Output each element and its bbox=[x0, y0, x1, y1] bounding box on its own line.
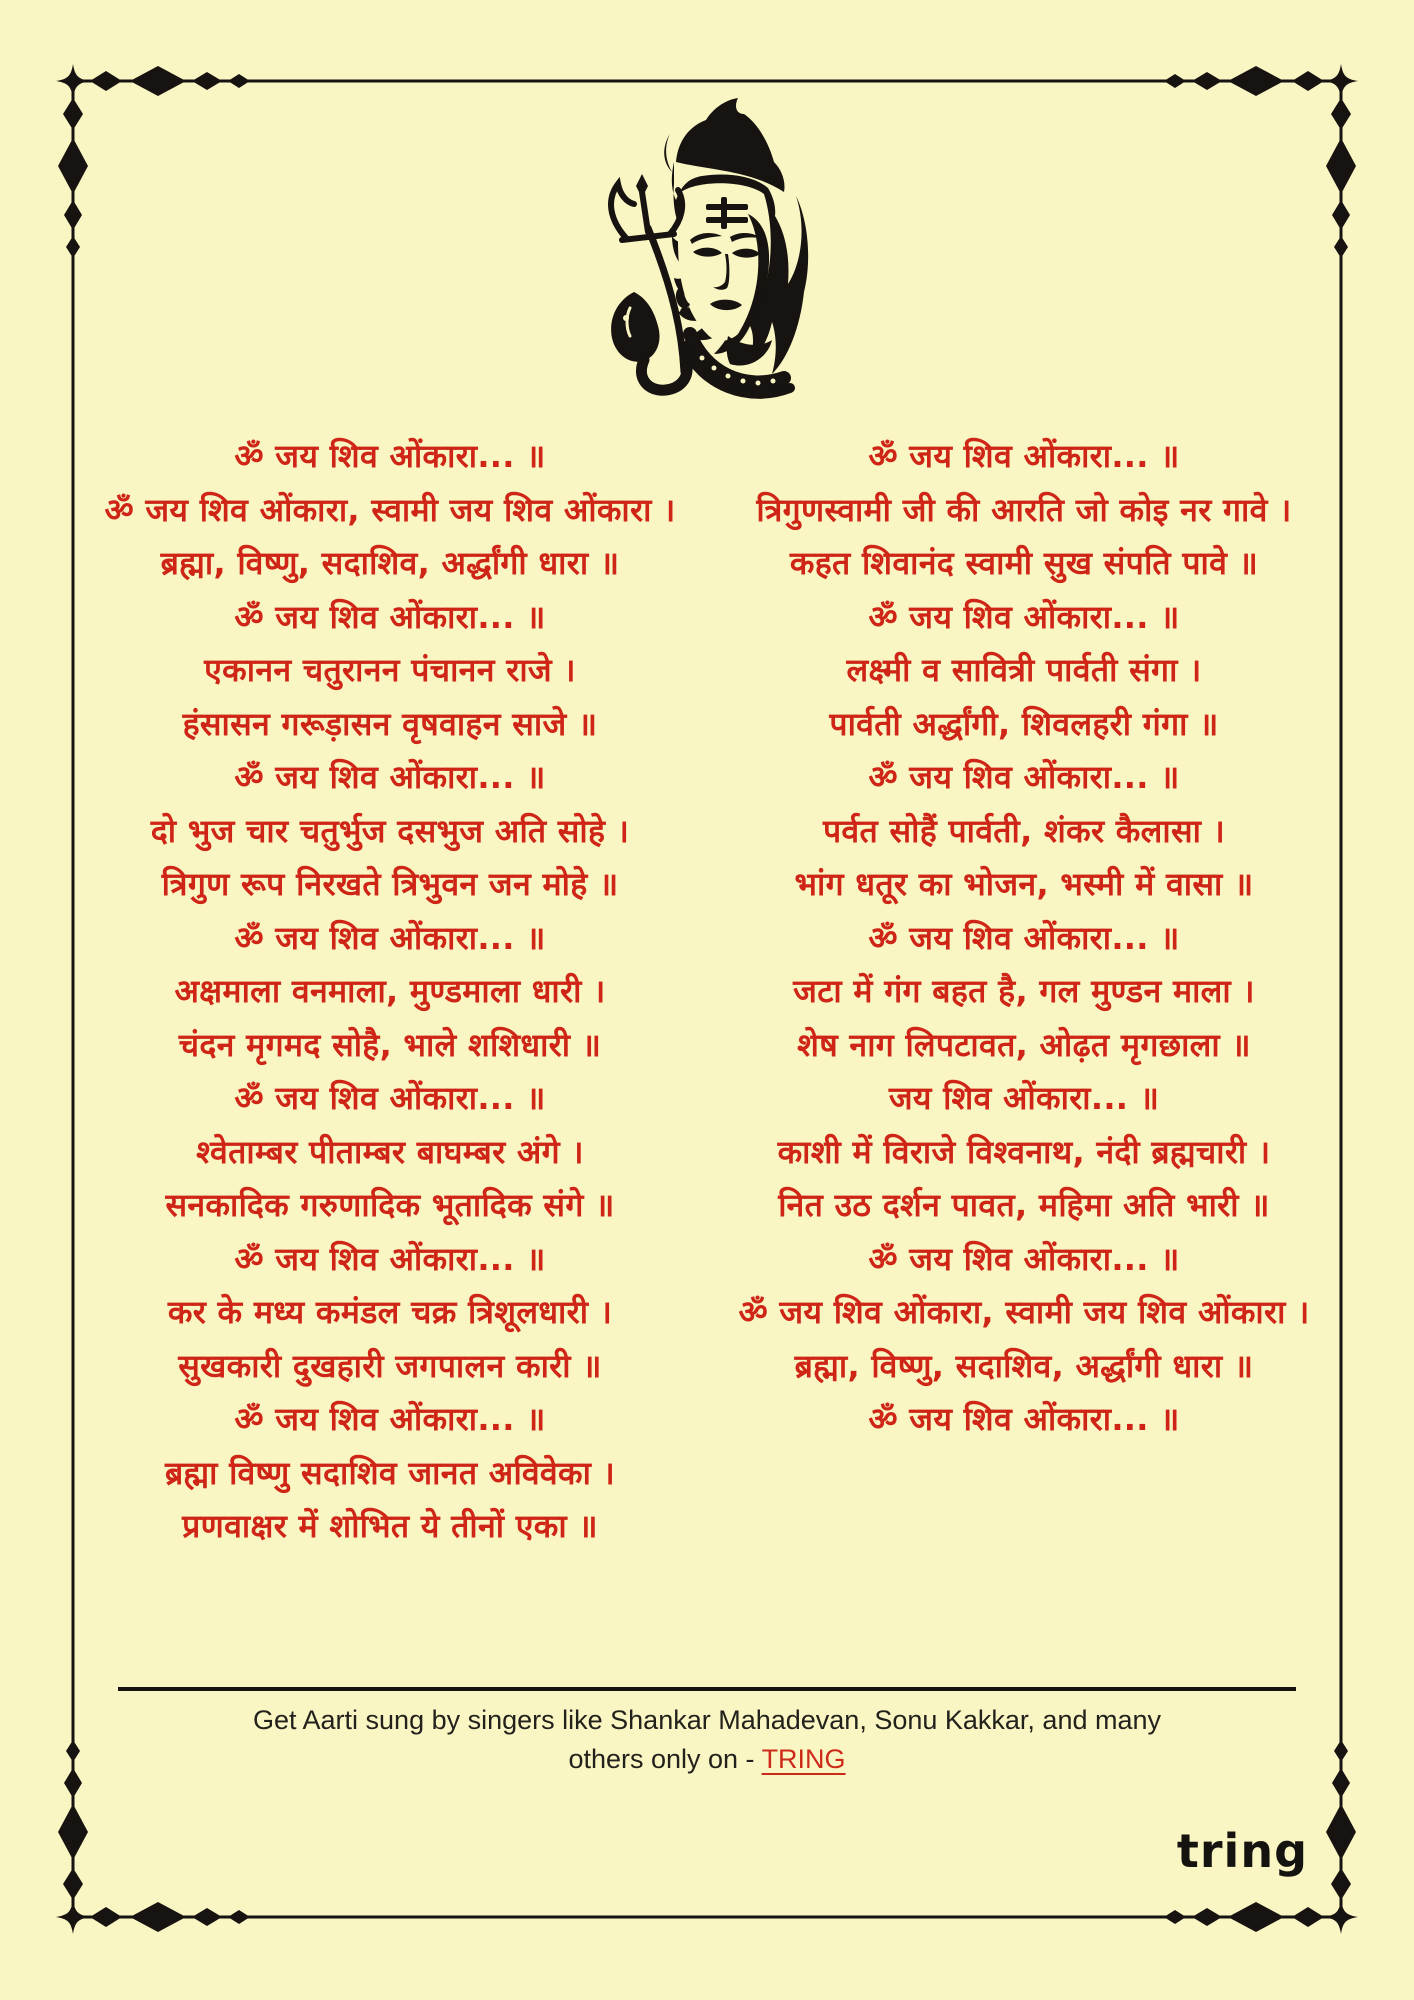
verse-line: ब्रह्मा विष्णु सदाशिव जानत अविवेका । bbox=[164, 1453, 616, 1492]
verse-line: पार्वती अर्द्धांगी, शिवलहरी गंगा ॥ bbox=[829, 704, 1219, 743]
verse-line: त्रिगुण रूप निरखते त्रिभुवन जन मोहे ॥ bbox=[161, 865, 619, 903]
verse-line: ॐ जय शिव ओंकारा... ॥ bbox=[868, 437, 1180, 475]
verse-line: ॐ जय शिव ओंकारा... ॥ bbox=[234, 918, 546, 957]
verse-line: ब्रह्मा, विष्णु, सदाशिव, अर्द्धांगी धारा ॥ bbox=[160, 544, 620, 582]
footer-promo-line1: Get Aarti sung by singers like Shankar Mahadevan, Sonu Kakkar, and many bbox=[252, 1705, 1162, 1735]
verse-line: सनकादिक गरुणादिक भूतादिक संगे ॥ bbox=[165, 1186, 615, 1224]
footer-promo bbox=[0, 1701, 1414, 1779]
verse-line: ॐ जय शिव ओंकारा... ॥ bbox=[234, 437, 546, 475]
verse-line: ॐ जय शिव ओंकारा... ॥ bbox=[868, 1239, 1180, 1278]
footer-divider bbox=[118, 1687, 1296, 1691]
verse-line: हंसासन गरूड़ासन वृषवाहन साजे ॥ bbox=[182, 704, 598, 743]
verse-column-right bbox=[707, 430, 1341, 1447]
verse-line: ॐ जय शिव ओंकारा... ॥ bbox=[868, 1400, 1180, 1438]
verse-line: प्रणवाक्षर में शोभित ये तीनों एका ॥ bbox=[182, 1507, 598, 1545]
verse-line: लक्ष्मी व सावित्री पार्वती संगा । bbox=[846, 651, 1202, 689]
verse-line: कर के मध्य कमंडल चक्र त्रिशूलधारी । bbox=[167, 1293, 613, 1331]
verse-line: ॐ जय शिव ओंकारा... ॥ bbox=[868, 918, 1180, 957]
verse-line: ॐ जय शिव ओंकारा... ॥ bbox=[234, 758, 546, 796]
verse-line: ॐ जय शिव ओंकारा... ॥ bbox=[234, 1079, 546, 1117]
footer-promo-line2 bbox=[0, 1740, 1414, 1779]
verse-line: ॐ जय शिव ओंकारा, स्वामी जय शिव ओंकारा । bbox=[104, 490, 676, 529]
verse-line: एकानन चतुरानन पंचानन राजे । bbox=[204, 651, 576, 689]
verse-line: त्रिगुणस्वामी जी की आरति जो कोइ नर गावे । bbox=[756, 490, 1292, 529]
verse-line: शेष नाग लिपटावत, ओढ़त मृगछाला ॥ bbox=[797, 1025, 1251, 1064]
verse-line: ब्रह्मा, विष्णु, सदाशिव, अर्द्धांगी धारा ॥ bbox=[794, 1346, 1254, 1385]
tring-link[interactable]: TRING bbox=[761, 1744, 846, 1774]
lord-shiva-illustration bbox=[578, 96, 852, 412]
verse-line: ॐ जय शिव ओंकारा... ॥ bbox=[234, 597, 546, 636]
verse-line: श्वेताम्बर पीताम्बर बाघम्बर अंगे । bbox=[196, 1132, 584, 1171]
verse-line: पर्वत सोहैं पार्वती, शंकर कैलासा । bbox=[822, 811, 1226, 850]
verse-line: ॐ जय शिव ओंकारा, स्वामी जय शिव ओंकारा । bbox=[738, 1293, 1310, 1331]
aarti-verses bbox=[73, 430, 1341, 1554]
verse-line: भांग धतूर का भोजन, भस्मी में वासा ॥ bbox=[794, 865, 1254, 903]
footer-promo-line2-prefix: others only on - bbox=[568, 1744, 762, 1774]
verse-line: ॐ जय शिव ओंकारा... ॥ bbox=[234, 1239, 546, 1278]
verse-column-left bbox=[73, 430, 707, 1554]
verse-line: ॐ जय शिव ओंकारा... ॥ bbox=[868, 597, 1180, 636]
verse-line: नित उठ दर्शन पावत, महिमा अति भारी ॥ bbox=[778, 1186, 1270, 1224]
verse-line: दो भुज चार चतुर्भुज दसभुज अति सोहे । bbox=[150, 811, 630, 850]
verse-line: सुखकारी दुखहारी जगपालन कारी ॥ bbox=[178, 1346, 602, 1385]
verse-line: अक्षमाला वनमाला, मुण्डमाला धारी । bbox=[174, 972, 606, 1010]
verse-line: ॐ जय शिव ओंकारा... ॥ bbox=[868, 758, 1180, 796]
verse-line: चंदन मृगमद सोहै, भाले शशिधारी ॥ bbox=[178, 1025, 602, 1064]
tring-logo: tring bbox=[1176, 1824, 1308, 1878]
verse-line: जटा में गंग बहत है, गल मुण्डन माला । bbox=[793, 972, 1255, 1010]
verse-line: काशी में विराजे विश्वनाथ, नंदी ब्रह्मचारी । bbox=[777, 1132, 1271, 1171]
verse-line: ॐ जय शिव ओंकारा... ॥ bbox=[234, 1400, 546, 1438]
verse-line: जय शिव ओंकारा... ॥ bbox=[888, 1079, 1160, 1117]
verse-line: कहत शिवानंद स्वामी सुख संपति पावे ॥ bbox=[789, 544, 1259, 582]
